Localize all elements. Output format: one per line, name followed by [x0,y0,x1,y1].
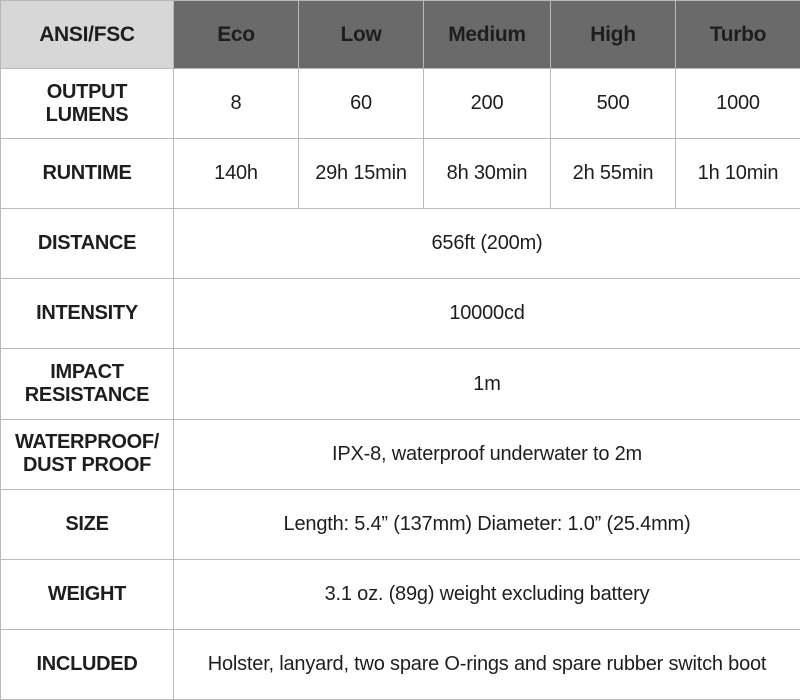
distance-value: 656ft (200m) [174,209,800,279]
row-label-intensity: INTENSITY [1,279,174,349]
header-mode-high: High [551,1,676,69]
weight-value: 3.1 oz. (89g) weight excluding battery [174,559,800,629]
row-label-weight: WEIGHT [1,559,174,629]
table-row-runtime [1,139,800,209]
header-mode-low: Low [299,1,424,69]
output-eco-value: 8 [174,69,299,139]
header-row [1,1,800,69]
header-mode-turbo: Turbo [676,1,800,69]
table-row-distance [1,209,800,279]
header-mode-medium: Medium [424,1,551,69]
row-label-size: SIZE [1,489,174,559]
table-row-impact-resistance [1,349,800,419]
header-mode-eco: Eco [174,1,299,69]
table-row-waterproof [1,419,800,489]
row-label-runtime: RUNTIME [1,139,174,209]
included-value: Holster, lanyard, two spare O-rings and spare rubber switch boot [174,629,800,699]
runtime-medium-value: 8h 30min [424,139,551,209]
impact-resistance-value: 1m [174,349,800,419]
table-row-weight [1,559,800,629]
runtime-eco-value: 140h [174,139,299,209]
runtime-turbo-value: 1h 10min [676,139,800,209]
output-turbo-value: 1000 [676,69,800,139]
table-row-output-lumens [1,69,800,139]
runtime-high-value: 2h 55min [551,139,676,209]
row-label-output-lumens: OUTPUT LUMENS [1,69,174,139]
waterproof-value: IPX-8, waterproof underwater to 2m [174,419,800,489]
row-label-waterproof: WATERPROOF/ DUST PROOF [1,419,174,489]
output-low-value: 60 [299,69,424,139]
output-high-value: 500 [551,69,676,139]
intensity-value: 10000cd [174,279,800,349]
header-corner-label: ANSI/FSC [1,1,174,69]
output-medium-value: 200 [424,69,551,139]
runtime-low-value: 29h 15min [299,139,424,209]
row-label-impact-resistance: IMPACT RESISTANCE [1,349,174,419]
table-row-included [1,629,800,699]
table-row-intensity [1,279,800,349]
size-value: Length: 5.4” (137mm) Diameter: 1.0” (25.4mm) [174,489,800,559]
row-label-distance: DISTANCE [1,209,174,279]
table-row-size [1,489,800,559]
row-label-included: INCLUDED [1,629,174,699]
